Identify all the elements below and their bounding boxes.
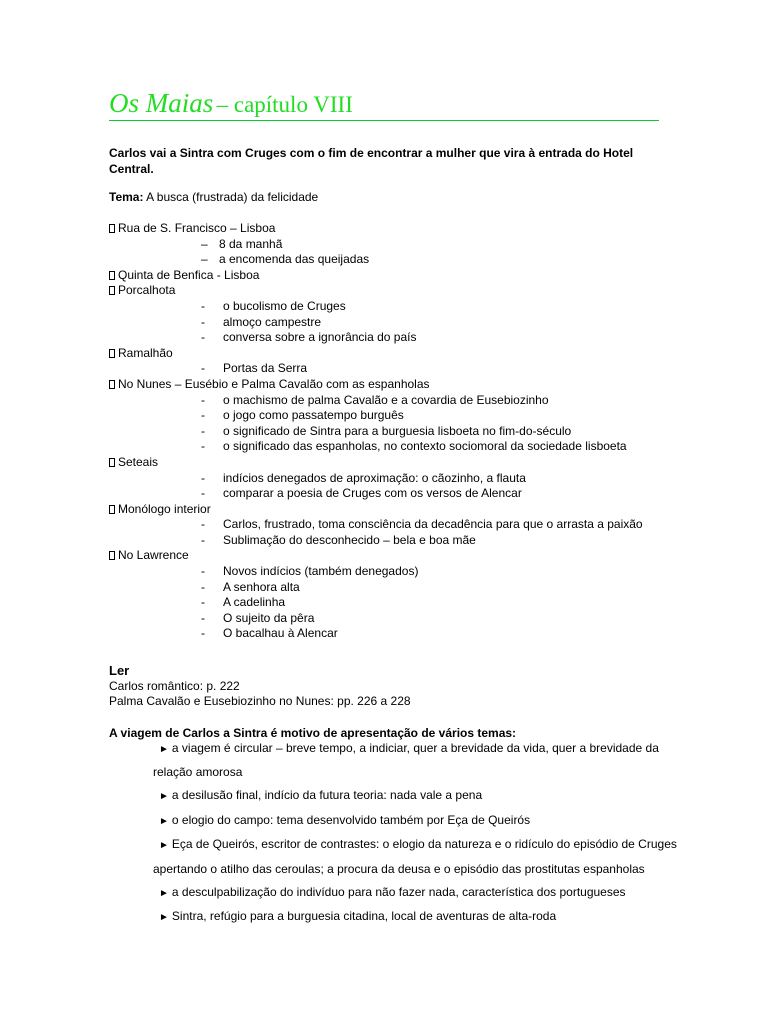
missing-glyph-box-icon: [109, 224, 115, 233]
outline-subitem-text: conversa sobre a ignorância do país: [223, 330, 417, 345]
document-title: [109, 86, 659, 121]
ler-heading: Ler: [109, 663, 130, 678]
outline-subitem-text: almoço campestre: [223, 314, 322, 329]
outline-subitem: [109, 237, 709, 253]
outline-location-text: Rua de S. Francisco – Lisboa: [118, 221, 276, 235]
list-marker: -: [201, 439, 205, 454]
tema-label: Tema:: [109, 190, 144, 204]
viagem-bullet-line: [159, 909, 556, 923]
outline-subitem-text: Novos indícios (também denegados): [223, 564, 419, 579]
viagem-bullet-line: [159, 788, 482, 802]
outline-location: [109, 268, 709, 284]
triangle-bullet-icon: ►: [159, 888, 169, 899]
list-marker: -: [201, 408, 205, 423]
list-marker: -: [201, 314, 205, 329]
outline-subitem: [109, 330, 709, 346]
viagem-line-text: a desilusão final, indício da futura teoria: nada vale a pena: [171, 788, 483, 802]
triangle-bullet-icon: ►: [159, 816, 169, 827]
outline-subitem-text: Sublimação do desconhecido – bela e boa mãe: [223, 532, 476, 547]
outline-subitem-text: comparar a poesia de Cruges com os versos de Alencar: [223, 486, 522, 501]
outline-subitem: [109, 471, 709, 487]
outline-subitem-text: o bucolismo de Cruges: [223, 298, 346, 313]
outline-subitem-text: A senhora alta: [223, 579, 300, 594]
outline-subitem: [109, 315, 709, 331]
outline-subitem: [109, 252, 709, 268]
outline-location: [109, 283, 709, 299]
title-chapter: – capítulo VIII: [216, 92, 353, 117]
viagem-bullet-line: [159, 813, 530, 827]
tema-text: A busca (frustrada) da felicidade: [146, 190, 319, 204]
list-marker: –: [201, 252, 208, 267]
outline-subitem-text: a encomenda das queijadas: [219, 252, 370, 267]
outline-subitem: [109, 486, 709, 502]
outline-subitem: [109, 424, 709, 440]
outline-subitem-text: o jogo como passatempo burguês: [223, 408, 404, 423]
outline-subitem-text: o significado das espanholas, no contexto sociomoral da sociedade lisboeta: [223, 439, 627, 454]
outline-location-text: Monólogo interior: [118, 501, 211, 516]
list-marker: -: [201, 532, 205, 547]
viagem-line-text: a desculpabilização do indivíduo para não fazer nada, característica dos portugueses: [171, 885, 626, 899]
ler-line: Palma Cavalão e Eusebiozinho no Nunes: pp. 226 a 228: [109, 694, 411, 708]
list-marker: –: [201, 236, 208, 251]
outline-location: [109, 377, 709, 393]
triangle-bullet-icon: ►: [159, 791, 169, 802]
list-marker: -: [201, 423, 205, 438]
list-marker: -: [201, 579, 205, 594]
viagem-continuation-line: [153, 862, 645, 876]
outline-subitem-text: Carlos, frustrado, toma consciência da decadência para que o arrasta a paixão: [223, 517, 643, 532]
viagem-line-text: relação amorosa: [153, 765, 243, 779]
viagem-bullet-line: [159, 741, 659, 755]
outline-subitem: [109, 595, 709, 611]
missing-glyph-box-icon: [109, 380, 115, 389]
outline-subitem: [109, 361, 709, 377]
ler-line: Carlos romântico: p. 222: [109, 678, 240, 693]
outline-subitem-text: o significado de Sintra para a burguesia lisboeta no fim-do-século: [223, 423, 572, 438]
outline-subitem-text: indícios denegados de aproximação: o cãozinho, a flauta: [223, 470, 526, 485]
list-marker: -: [201, 626, 205, 641]
missing-glyph-box-icon: [109, 271, 115, 280]
missing-glyph-box-icon: [109, 505, 115, 514]
list-marker: -: [201, 517, 205, 532]
outline-subitem-text: O sujeito da pêra: [223, 610, 315, 625]
triangle-bullet-icon: ►: [159, 744, 169, 755]
intro-paragraph: Carlos vai a Sintra com Cruges com o fim de encontrar a mulher que vira à entrada do Hotel Central.: [109, 146, 634, 176]
outline-subitem: [109, 580, 709, 596]
outline-subitem: [109, 439, 709, 455]
tema-line: [109, 190, 318, 204]
outline-location: [109, 346, 709, 362]
viagem-line-text: apertando o atilho das ceroulas; a procura da deusa e o episódio das prostitutas espanholas: [153, 862, 645, 876]
viagem-bullet-line: [159, 885, 626, 899]
outline-subitem: [109, 564, 709, 580]
viagem-line-text: o elogio do campo: tema desenvolvido também por Eça de Queirós: [171, 813, 531, 827]
list-marker: -: [201, 610, 205, 625]
title-main: Os Maias: [109, 88, 214, 118]
outline-subitem: [109, 517, 709, 533]
list-marker: -: [201, 330, 205, 345]
viagem-line-text: Sintra, refúgio para a burguesia citadina, local de aventuras de alta-roda: [171, 909, 557, 923]
missing-glyph-box-icon: [109, 458, 115, 467]
outline-location: [109, 548, 709, 564]
triangle-bullet-icon: ►: [159, 840, 169, 851]
outline-subitem: [109, 533, 709, 549]
outline-subitem: [109, 626, 709, 642]
outline-location: [109, 221, 709, 237]
list-marker: -: [201, 486, 205, 501]
outline-location: [109, 455, 709, 471]
outline-location-text: Ramalhão: [118, 345, 173, 360]
missing-glyph-box-icon: [109, 286, 115, 295]
outline-subitem-text: o machismo de palma Cavalão e a covardia de Eusebiozinho: [223, 392, 549, 407]
list-marker: -: [201, 564, 205, 579]
outline-location-text: Porcalhota: [118, 283, 176, 298]
outline-location: [109, 502, 709, 518]
viagem-section: [109, 725, 709, 923]
viagem-bullet-line: [159, 837, 677, 851]
outline-subitem-text: A cadelinha: [223, 595, 286, 610]
outline-location-text: No Lawrence: [118, 548, 189, 563]
missing-glyph-box-icon: [109, 349, 115, 358]
outline-subitem: [109, 408, 709, 424]
outline-location-text: Seteais: [118, 454, 159, 469]
viagem-heading: A viagem de Carlos a Sintra é motivo de apresentação de vários temas:: [109, 726, 517, 740]
list-marker: -: [201, 595, 205, 610]
viagem-line-text: a viagem é circular – breve tempo, a indiciar, quer a brevidade da vida, quer a brevidade da: [171, 741, 659, 755]
missing-glyph-box-icon: [109, 551, 115, 560]
chapter-outline: [109, 221, 709, 642]
viagem-continuation-line: [153, 765, 242, 779]
outline-location-text: Quinta de Benfica - Lisboa: [118, 267, 260, 282]
outline-subitem-text: O bacalhau à Alencar: [223, 626, 338, 641]
list-marker: -: [201, 470, 205, 485]
outline-location-text: No Nunes – Eusébio e Palma Cavalão com as espanholas: [118, 376, 430, 391]
list-marker: -: [201, 392, 205, 407]
list-marker: -: [201, 361, 205, 376]
viagem-line-text: Eça de Queirós, escritor de contrastes: o elogio da natureza e o ridículo do episódio de Cruges: [171, 837, 677, 851]
outline-subitem-text: Portas da Serra: [223, 361, 308, 376]
outline-subitem: [109, 611, 709, 627]
triangle-bullet-icon: ►: [159, 912, 169, 923]
outline-subitem: [109, 299, 709, 315]
outline-subitem: [109, 393, 709, 409]
ler-section: [109, 663, 411, 710]
outline-subitem-text: 8 da manhã: [219, 236, 283, 251]
list-marker: -: [201, 298, 205, 313]
